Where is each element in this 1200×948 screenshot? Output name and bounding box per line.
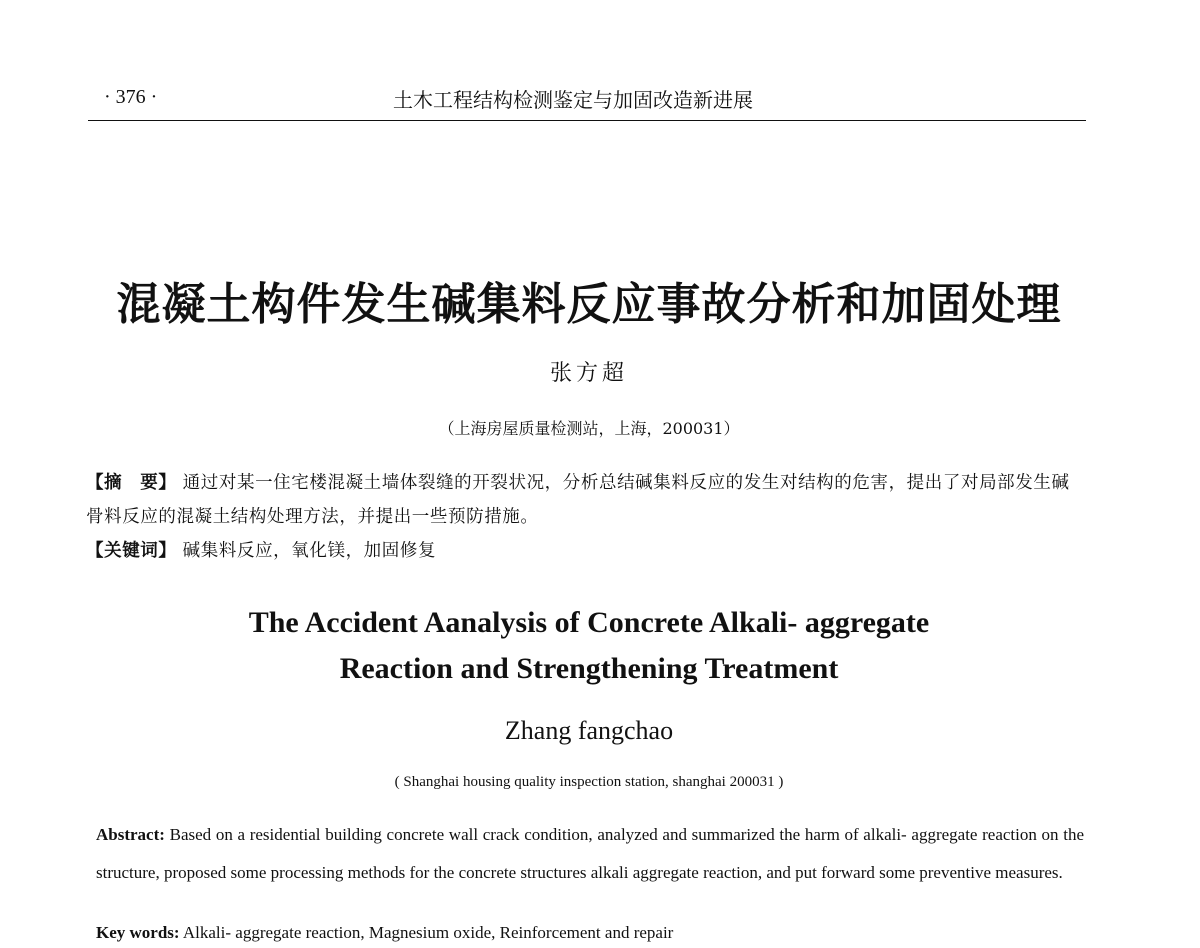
abstract-en: [96, 816, 1084, 892]
author-en: Zhang fangchao: [504, 716, 674, 745]
paper-title-en-line2: Reaction and Strengthening Treatment: [339, 652, 839, 685]
page-number: · 376 ·: [104, 86, 158, 108]
author-cn: 张方超: [549, 361, 628, 386]
paper-title-en: [0, 600, 1178, 692]
keywords-cn: [86, 534, 1086, 568]
abstract-en-label: Abstract:: [96, 825, 165, 844]
header-rule: [88, 120, 1086, 121]
affiliation-en: ( Shanghai housing quality inspection station, shanghai 200031 ): [394, 774, 784, 790]
keywords-cn-text: 碱集料反应，氧化镁，加固修复: [182, 541, 437, 561]
abstract-cn: [86, 466, 1086, 534]
keywords-en: [96, 918, 1084, 948]
paper-title-en-line1: The Accident Aanalysis of Concrete Alkali- aggregate: [248, 606, 930, 639]
running-header-title: 土木工程结构检测鉴定与加固改造新进展: [393, 88, 753, 112]
affiliation-cn: （上海房屋质量检测站，上海，200031）: [438, 419, 740, 438]
keywords-en-label: Key words:: [96, 923, 180, 942]
keywords-cn-label: 【关键词】: [86, 541, 177, 561]
paper-title-cn: 混凝土构件发生碱集料反应事故分析和加固处理: [116, 279, 1062, 330]
abstract-cn-label: 【摘 要】: [86, 473, 177, 493]
keywords-en-text: Alkali- aggregate reaction, Magnesium oxide, Reinforcement and repair: [182, 923, 674, 942]
abstract-en-text: Based on a residential building concrete wall crack condition, analyzed and summarized the harm of alkali- aggregate reaction on the structure, proposed some processing methods for the concrete structures alkali aggregate reaction, and put forward some preventive measures.: [96, 825, 1085, 882]
abstract-cn-text: 通过对某一住宅楼混凝土墙体裂缝的开裂状况，分析总结碱集料反应的发生对结构的危害，提出了对局部发生碱骨料反应的混凝土结构处理方法，并提出一些预防措施。: [86, 473, 1070, 527]
